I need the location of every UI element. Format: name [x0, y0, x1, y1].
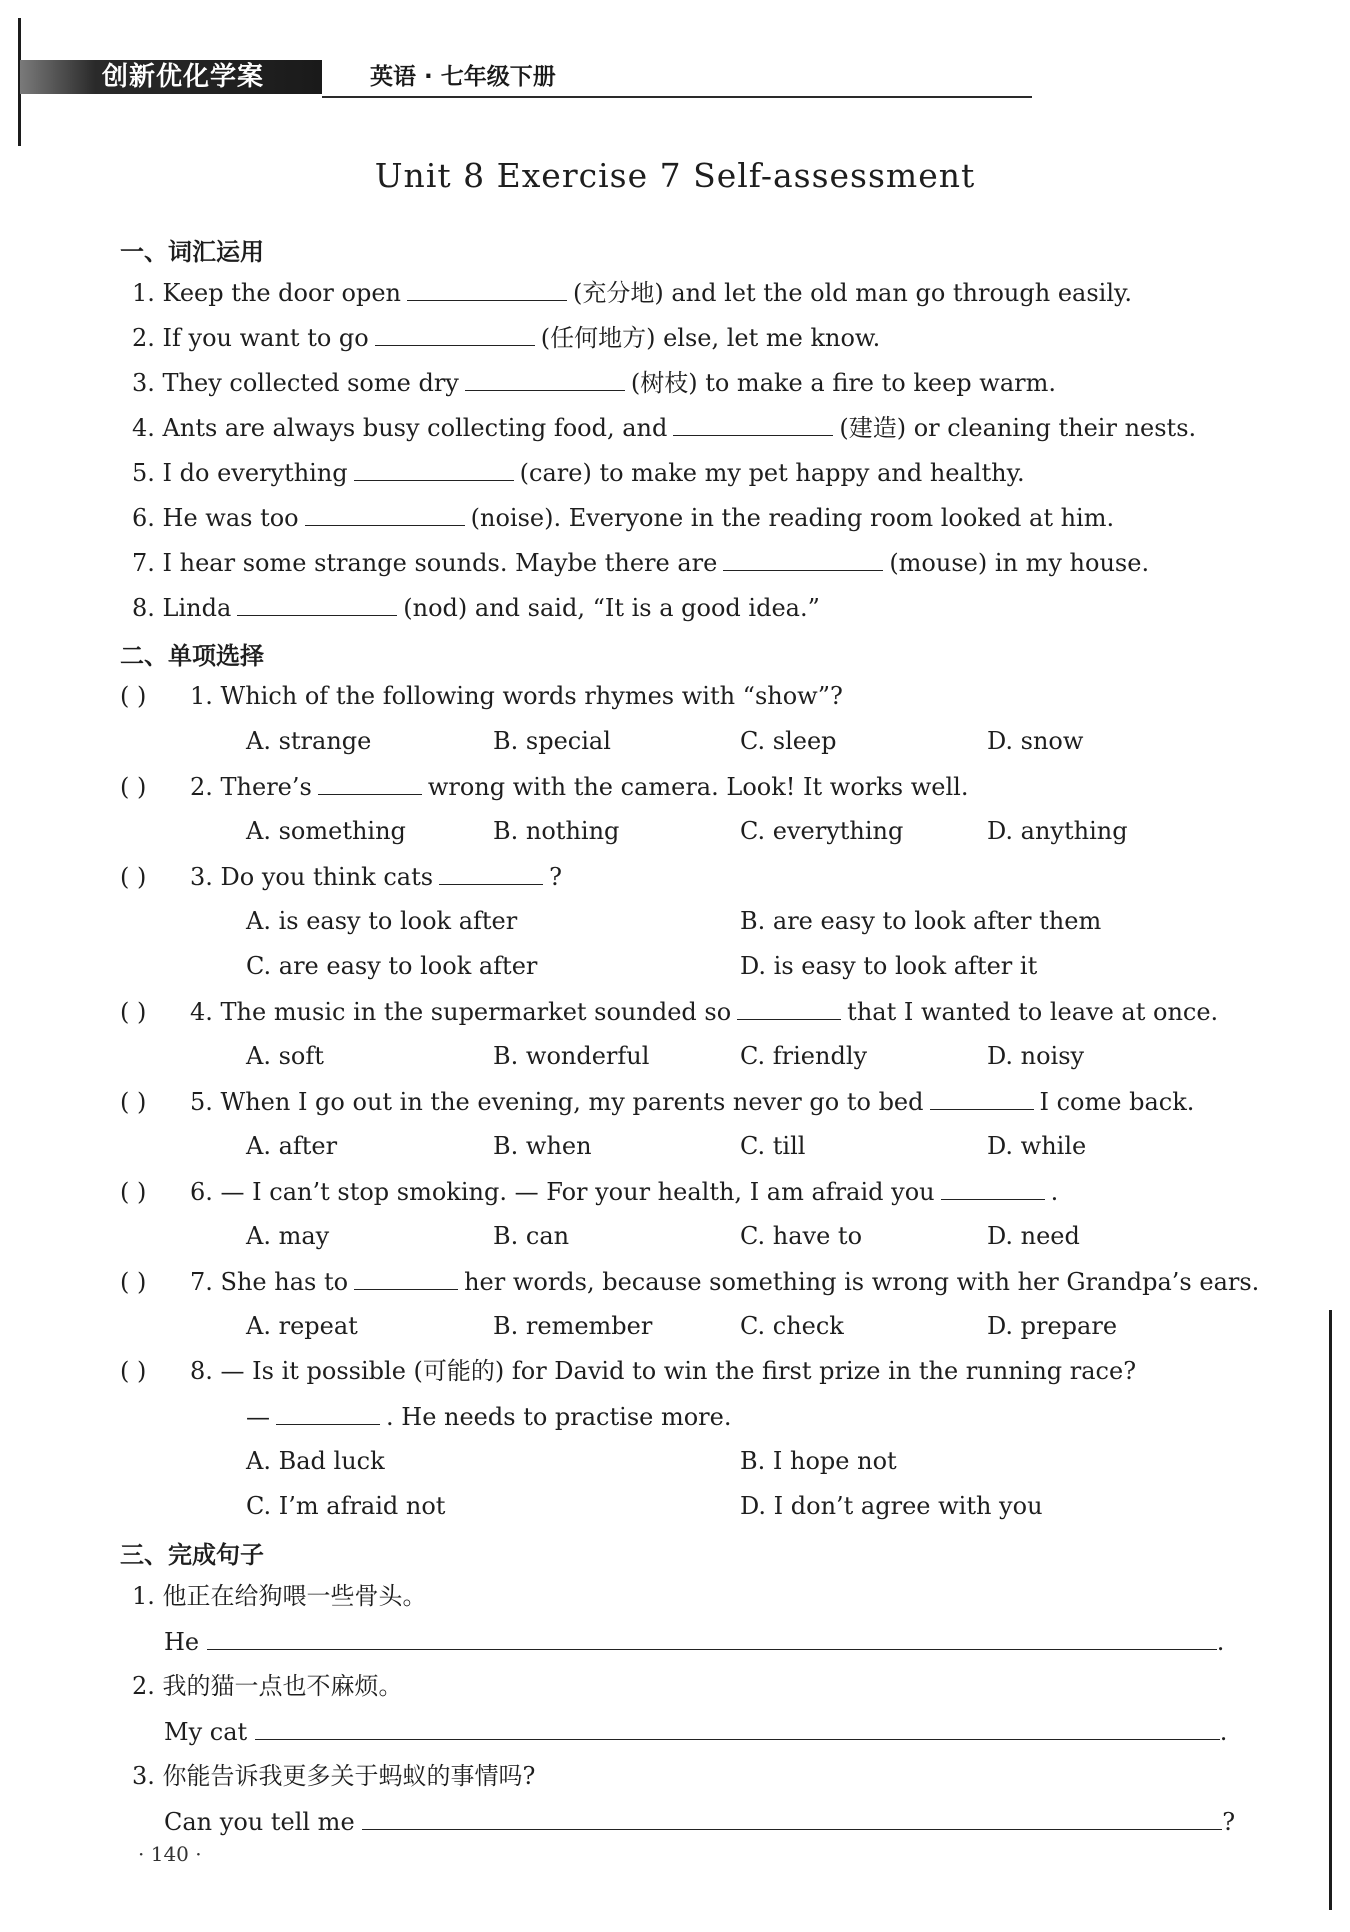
answer-paren[interactable]: ( ) [120, 1088, 147, 1116]
mc-option[interactable]: C. everything [740, 817, 904, 845]
mc-option[interactable]: A. soft [246, 1042, 324, 1070]
mc-option[interactable]: D. noisy [987, 1042, 1085, 1070]
answer-paren[interactable]: ( ) [120, 1357, 147, 1385]
mc-option[interactable]: D. anything [987, 817, 1128, 845]
answer-line[interactable] [255, 1715, 1220, 1740]
mc-option[interactable]: A. repeat [246, 1312, 358, 1340]
answer-blank[interactable] [354, 456, 514, 481]
subject-label: 英语 · 七年级下册 [370, 64, 556, 90]
mc-option[interactable]: C. have to [740, 1222, 863, 1250]
brand-banner: 创新优化学案 [20, 60, 322, 94]
mc-option[interactable]: C. friendly [740, 1042, 868, 1070]
answer-blank[interactable] [465, 366, 625, 391]
answer-blank[interactable] [407, 276, 567, 301]
mc-question-8-reply: — . He needs to practise more. [246, 1400, 731, 1433]
answer-blank[interactable] [276, 1400, 380, 1425]
mc-option[interactable]: A. may [246, 1222, 330, 1250]
vocab-item-1: 1. Keep the door open (充分地) and let the old man go through easily. [132, 276, 1132, 309]
mc-option[interactable]: D. is easy to look after it [740, 952, 1038, 980]
mc-option[interactable]: B. are easy to look after them [740, 907, 1102, 935]
answer-paren[interactable]: ( ) [120, 1268, 147, 1296]
sentence-prompt-1: 1. 他正在给狗喂一些骨头。 [132, 1582, 427, 1610]
answer-blank[interactable] [930, 1085, 1034, 1110]
vocab-item-6: 6. He was too (noise). Everyone in the reading room looked at him. [132, 501, 1114, 534]
answer-blank[interactable] [354, 1265, 458, 1290]
mc-question-5: ( ) 5. When I go out in the evening, my parents never go to bed I come back. [120, 1085, 1194, 1118]
mc-option[interactable]: A. after [246, 1132, 338, 1160]
answer-line[interactable] [362, 1805, 1222, 1830]
mc-option[interactable]: A. Bad luck [246, 1447, 385, 1475]
mc-option[interactable]: C. I’m afraid not [246, 1492, 446, 1520]
page-number: · 140 · [138, 1842, 202, 1866]
mc-option[interactable]: B. can [493, 1222, 570, 1250]
header-underline [322, 96, 1032, 98]
mc-question-4: ( ) 4. The music in the supermarket sounded so that I wanted to leave at once. [120, 995, 1218, 1028]
mc-option[interactable]: B. wonderful [493, 1042, 650, 1070]
mc-question-8: ( ) 8. — Is it possible (可能的) for David to win the first prize in the running race? [120, 1357, 1137, 1385]
mc-option[interactable]: D. snow [987, 727, 1084, 755]
mc-question-2: ( ) 2. There’s wrong with the camera. Look! It works well. [120, 770, 968, 803]
answer-blank[interactable] [305, 501, 465, 526]
sentence-answer-3: Can you tell me ? [164, 1805, 1235, 1838]
sentence-answer-1: He . [164, 1625, 1224, 1658]
answer-blank[interactable] [723, 546, 883, 571]
mc-option[interactable]: B. nothing [493, 817, 620, 845]
section-heading-multiple-choice: 二、单项选择 [120, 642, 264, 670]
answer-line[interactable] [207, 1625, 1217, 1650]
vocab-item-7: 7. I hear some strange sounds. Maybe there are (mouse) in my house. [132, 546, 1149, 579]
mc-option[interactable]: B. special [493, 727, 611, 755]
sentence-answer-2: My cat . [164, 1715, 1227, 1748]
mc-question-6: ( ) 6. — I can’t stop smoking. — For your health, I am afraid you . [120, 1175, 1058, 1208]
mc-option[interactable]: B. remember [493, 1312, 653, 1340]
answer-blank[interactable] [737, 995, 841, 1020]
answer-blank[interactable] [375, 321, 535, 346]
answer-paren[interactable]: ( ) [120, 998, 147, 1026]
section-heading-complete-sentences: 三、完成句子 [120, 1541, 264, 1569]
vocab-item-8: 8. Linda (nod) and said, “It is a good idea.” [132, 591, 820, 624]
mc-question-7: ( ) 7. She has to her words, because something is wrong with her Grandpa’s ears. [120, 1265, 1259, 1298]
mc-option[interactable]: D. while [987, 1132, 1087, 1160]
mc-option[interactable]: B. when [493, 1132, 592, 1160]
mc-option[interactable]: B. I hope not [740, 1447, 897, 1475]
mc-option[interactable]: C. sleep [740, 727, 837, 755]
mc-question-1: ( ) 1. Which of the following words rhymes with “show”? [120, 682, 843, 710]
mc-option[interactable]: A. is easy to look after [246, 907, 518, 935]
answer-blank[interactable] [237, 591, 397, 616]
mc-question-3: ( ) 3. Do you think cats ? [120, 860, 562, 893]
section-heading-vocabulary: 一、词汇运用 [120, 238, 264, 266]
page-title: Unit 8 Exercise 7 Self-assessment [374, 156, 976, 195]
mc-option[interactable]: A. something [246, 817, 406, 845]
vocab-item-5: 5. I do everything (care) to make my pet happy and healthy. [132, 456, 1025, 489]
mc-option[interactable]: C. till [740, 1132, 806, 1160]
answer-paren[interactable]: ( ) [120, 682, 147, 710]
answer-paren[interactable]: ( ) [120, 863, 147, 891]
mc-option[interactable]: C. check [740, 1312, 844, 1340]
mc-option[interactable]: C. are easy to look after [246, 952, 538, 980]
mc-option[interactable]: D. prepare [987, 1312, 1118, 1340]
vocab-item-3: 3. They collected some dry (树枝) to make a fire to keep warm. [132, 366, 1056, 399]
answer-paren[interactable]: ( ) [120, 773, 147, 801]
mc-option[interactable]: D. need [987, 1222, 1080, 1250]
vocab-item-4: 4. Ants are always busy collecting food, and (建造) or cleaning their nests. [132, 411, 1196, 444]
answer-blank[interactable] [941, 1175, 1045, 1200]
vocab-item-2: 2. If you want to go (任何地方) else, let me know. [132, 321, 880, 354]
answer-blank[interactable] [439, 860, 543, 885]
mc-option[interactable]: A. strange [246, 727, 372, 755]
mc-option[interactable]: D. I don’t agree with you [740, 1492, 1043, 1520]
answer-paren[interactable]: ( ) [120, 1178, 147, 1206]
answer-blank[interactable] [673, 411, 833, 436]
sentence-prompt-3: 3. 你能告诉我更多关于蚂蚁的事情吗? [132, 1762, 536, 1790]
sentence-prompt-2: 2. 我的猫一点也不麻烦。 [132, 1672, 403, 1700]
right-margin-rule [1329, 1310, 1332, 1910]
answer-blank[interactable] [318, 770, 422, 795]
